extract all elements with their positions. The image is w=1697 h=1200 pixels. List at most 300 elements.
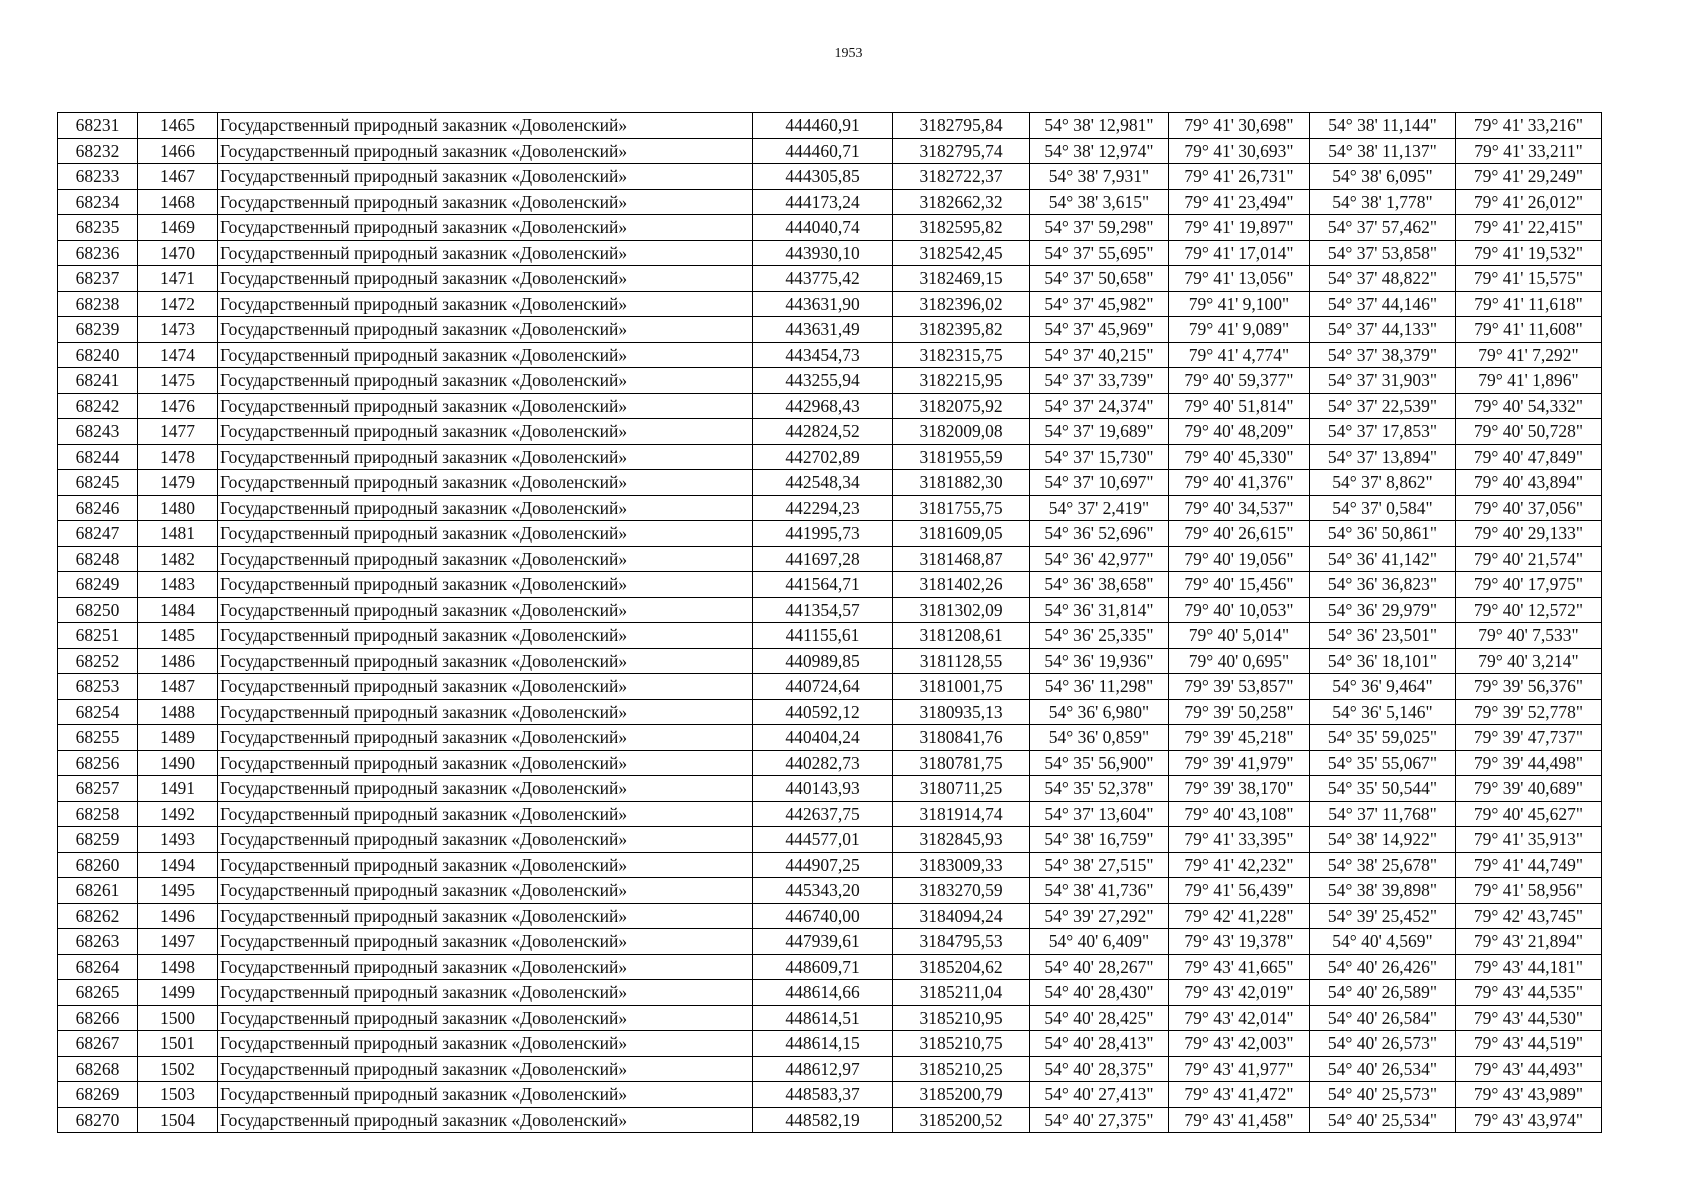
record-id-cell: 68247 <box>58 521 138 547</box>
longitude-1-cell: 79° 41' 13,056" <box>1169 266 1310 292</box>
longitude-1-cell: 79° 40' 19,056" <box>1169 546 1310 572</box>
x-coordinate-cell: 443255,94 <box>753 368 893 394</box>
longitude-1-cell: 79° 40' 5,014" <box>1169 623 1310 649</box>
record-id-cell: 68238 <box>58 291 138 317</box>
record-id-cell: 68265 <box>58 980 138 1006</box>
latitude-1-cell: 54° 38' 12,981" <box>1030 113 1169 139</box>
latitude-1-cell: 54° 37' 59,298" <box>1030 215 1169 241</box>
latitude-2-cell: 54° 40' 26,589" <box>1310 980 1456 1006</box>
longitude-1-cell: 79° 43' 41,458" <box>1169 1107 1310 1133</box>
latitude-1-cell: 54° 38' 7,931" <box>1030 164 1169 190</box>
point-number-cell: 1466 <box>138 138 218 164</box>
longitude-2-cell: 79° 39' 44,498" <box>1456 750 1602 776</box>
longitude-2-cell: 79° 43' 44,519" <box>1456 1031 1602 1057</box>
record-id-cell: 68248 <box>58 546 138 572</box>
longitude-2-cell: 79° 41' 11,618" <box>1456 291 1602 317</box>
object-name-cell: Государственный природный заказник «Доволенский» <box>218 750 753 776</box>
y-coordinate-cell: 3182395,82 <box>893 317 1030 343</box>
table-row <box>58 674 1602 700</box>
latitude-1-cell: 54° 40' 28,430" <box>1030 980 1169 1006</box>
record-id-cell: 68260 <box>58 852 138 878</box>
latitude-2-cell: 54° 38' 11,137" <box>1310 138 1456 164</box>
longitude-1-cell: 79° 41' 9,089" <box>1169 317 1310 343</box>
longitude-1-cell: 79° 43' 41,472" <box>1169 1082 1310 1108</box>
object-name-cell: Государственный природный заказник «Доволенский» <box>218 699 753 725</box>
record-id-cell: 68245 <box>58 470 138 496</box>
table-row <box>58 113 1602 139</box>
latitude-2-cell: 54° 37' 57,462" <box>1310 215 1456 241</box>
x-coordinate-cell: 448614,66 <box>753 980 893 1006</box>
latitude-2-cell: 54° 35' 59,025" <box>1310 725 1456 751</box>
longitude-1-cell: 79° 43' 42,003" <box>1169 1031 1310 1057</box>
table-row <box>58 878 1602 904</box>
object-name-cell: Государственный природный заказник «Доволенский» <box>218 954 753 980</box>
record-id-cell: 68255 <box>58 725 138 751</box>
latitude-2-cell: 54° 40' 26,584" <box>1310 1005 1456 1031</box>
latitude-1-cell: 54° 36' 11,298" <box>1030 674 1169 700</box>
latitude-2-cell: 54° 37' 44,133" <box>1310 317 1456 343</box>
table-row <box>58 903 1602 929</box>
record-id-cell: 68233 <box>58 164 138 190</box>
latitude-2-cell: 54° 36' 9,464" <box>1310 674 1456 700</box>
x-coordinate-cell: 443631,49 <box>753 317 893 343</box>
record-id-cell: 68249 <box>58 572 138 598</box>
latitude-2-cell: 54° 38' 1,778" <box>1310 189 1456 215</box>
longitude-1-cell: 79° 41' 33,395" <box>1169 827 1310 853</box>
table-row <box>58 317 1602 343</box>
point-number-cell: 1471 <box>138 266 218 292</box>
table-row <box>58 929 1602 955</box>
x-coordinate-cell: 444305,85 <box>753 164 893 190</box>
longitude-2-cell: 79° 40' 3,214" <box>1456 648 1602 674</box>
table-row <box>58 546 1602 572</box>
record-id-cell: 68257 <box>58 776 138 802</box>
record-id-cell: 68242 <box>58 393 138 419</box>
point-number-cell: 1476 <box>138 393 218 419</box>
latitude-1-cell: 54° 37' 40,215" <box>1030 342 1169 368</box>
point-number-cell: 1475 <box>138 368 218 394</box>
longitude-2-cell: 79° 43' 43,974" <box>1456 1107 1602 1133</box>
table-row <box>58 801 1602 827</box>
longitude-1-cell: 79° 39' 50,258" <box>1169 699 1310 725</box>
point-number-cell: 1491 <box>138 776 218 802</box>
y-coordinate-cell: 3182215,95 <box>893 368 1030 394</box>
point-number-cell: 1473 <box>138 317 218 343</box>
latitude-1-cell: 54° 37' 13,604" <box>1030 801 1169 827</box>
object-name-cell: Государственный природный заказник «Доволенский» <box>218 852 753 878</box>
y-coordinate-cell: 3180781,75 <box>893 750 1030 776</box>
longitude-2-cell: 79° 39' 56,376" <box>1456 674 1602 700</box>
latitude-2-cell: 54° 37' 38,379" <box>1310 342 1456 368</box>
longitude-2-cell: 79° 43' 44,535" <box>1456 980 1602 1006</box>
table-row <box>58 852 1602 878</box>
latitude-2-cell: 54° 37' 13,894" <box>1310 444 1456 470</box>
y-coordinate-cell: 3182845,93 <box>893 827 1030 853</box>
longitude-2-cell: 79° 41' 19,532" <box>1456 240 1602 266</box>
longitude-2-cell: 79° 42' 43,745" <box>1456 903 1602 929</box>
point-number-cell: 1498 <box>138 954 218 980</box>
y-coordinate-cell: 3180711,25 <box>893 776 1030 802</box>
y-coordinate-cell: 3182662,32 <box>893 189 1030 215</box>
object-name-cell: Государственный природный заказник «Доволенский» <box>218 878 753 904</box>
longitude-1-cell: 79° 41' 26,731" <box>1169 164 1310 190</box>
point-number-cell: 1490 <box>138 750 218 776</box>
point-number-cell: 1493 <box>138 827 218 853</box>
table-row <box>58 495 1602 521</box>
y-coordinate-cell: 3185200,79 <box>893 1082 1030 1108</box>
x-coordinate-cell: 441697,28 <box>753 546 893 572</box>
object-name-cell: Государственный природный заказник «Доволенский» <box>218 470 753 496</box>
longitude-2-cell: 79° 41' 33,216" <box>1456 113 1602 139</box>
table-row <box>58 1056 1602 1082</box>
record-id-cell: 68231 <box>58 113 138 139</box>
y-coordinate-cell: 3185210,25 <box>893 1056 1030 1082</box>
latitude-2-cell: 54° 37' 0,584" <box>1310 495 1456 521</box>
longitude-1-cell: 79° 39' 38,170" <box>1169 776 1310 802</box>
latitude-1-cell: 54° 37' 45,969" <box>1030 317 1169 343</box>
y-coordinate-cell: 3181128,55 <box>893 648 1030 674</box>
object-name-cell: Государственный природный заказник «Доволенский» <box>218 419 753 445</box>
latitude-1-cell: 54° 40' 28,413" <box>1030 1031 1169 1057</box>
latitude-1-cell: 54° 39' 27,292" <box>1030 903 1169 929</box>
y-coordinate-cell: 3182315,75 <box>893 342 1030 368</box>
longitude-2-cell: 79° 40' 29,133" <box>1456 521 1602 547</box>
longitude-1-cell: 79° 41' 17,014" <box>1169 240 1310 266</box>
object-name-cell: Государственный природный заказник «Доволенский» <box>218 776 753 802</box>
latitude-1-cell: 54° 36' 19,936" <box>1030 648 1169 674</box>
x-coordinate-cell: 444460,91 <box>753 113 893 139</box>
x-coordinate-cell: 444460,71 <box>753 138 893 164</box>
table-row <box>58 750 1602 776</box>
latitude-2-cell: 54° 37' 22,539" <box>1310 393 1456 419</box>
longitude-1-cell: 79° 40' 0,695" <box>1169 648 1310 674</box>
x-coordinate-cell: 448612,97 <box>753 1056 893 1082</box>
object-name-cell: Государственный природный заказник «Доволенский» <box>218 827 753 853</box>
longitude-2-cell: 79° 41' 35,913" <box>1456 827 1602 853</box>
longitude-2-cell: 79° 41' 11,608" <box>1456 317 1602 343</box>
point-number-cell: 1488 <box>138 699 218 725</box>
object-name-cell: Государственный природный заказник «Доволенский» <box>218 648 753 674</box>
y-coordinate-cell: 3183270,59 <box>893 878 1030 904</box>
x-coordinate-cell: 444173,24 <box>753 189 893 215</box>
y-coordinate-cell: 3180841,76 <box>893 725 1030 751</box>
latitude-1-cell: 54° 35' 52,378" <box>1030 776 1169 802</box>
x-coordinate-cell: 440404,24 <box>753 725 893 751</box>
longitude-2-cell: 79° 39' 52,778" <box>1456 699 1602 725</box>
latitude-1-cell: 54° 38' 12,974" <box>1030 138 1169 164</box>
longitude-2-cell: 79° 41' 26,012" <box>1456 189 1602 215</box>
latitude-1-cell: 54° 36' 52,696" <box>1030 521 1169 547</box>
latitude-1-cell: 54° 38' 41,736" <box>1030 878 1169 904</box>
record-id-cell: 68264 <box>58 954 138 980</box>
record-id-cell: 68246 <box>58 495 138 521</box>
latitude-2-cell: 54° 37' 8,862" <box>1310 470 1456 496</box>
x-coordinate-cell: 442294,23 <box>753 495 893 521</box>
record-id-cell: 68240 <box>58 342 138 368</box>
latitude-1-cell: 54° 38' 3,615" <box>1030 189 1169 215</box>
longitude-1-cell: 79° 39' 53,857" <box>1169 674 1310 700</box>
table-row <box>58 572 1602 598</box>
object-name-cell: Государственный природный заказник «Доволенский» <box>218 1082 753 1108</box>
latitude-1-cell: 54° 40' 28,425" <box>1030 1005 1169 1031</box>
object-name-cell: Государственный природный заказник «Доволенский» <box>218 444 753 470</box>
x-coordinate-cell: 441564,71 <box>753 572 893 598</box>
latitude-1-cell: 54° 36' 0,859" <box>1030 725 1169 751</box>
point-number-cell: 1503 <box>138 1082 218 1108</box>
latitude-1-cell: 54° 37' 19,689" <box>1030 419 1169 445</box>
longitude-1-cell: 79° 39' 45,218" <box>1169 725 1310 751</box>
record-id-cell: 68259 <box>58 827 138 853</box>
longitude-2-cell: 79° 40' 17,975" <box>1456 572 1602 598</box>
table-row <box>58 623 1602 649</box>
x-coordinate-cell: 444907,25 <box>753 852 893 878</box>
y-coordinate-cell: 3182595,82 <box>893 215 1030 241</box>
record-id-cell: 68234 <box>58 189 138 215</box>
object-name-cell: Государственный природный заказник «Доволенский» <box>218 495 753 521</box>
latitude-1-cell: 54° 37' 2,419" <box>1030 495 1169 521</box>
object-name-cell: Государственный природный заказник «Доволенский» <box>218 572 753 598</box>
point-number-cell: 1497 <box>138 929 218 955</box>
latitude-2-cell: 54° 40' 4,569" <box>1310 929 1456 955</box>
x-coordinate-cell: 443454,73 <box>753 342 893 368</box>
latitude-2-cell: 54° 37' 44,146" <box>1310 291 1456 317</box>
table-row <box>58 1005 1602 1031</box>
point-number-cell: 1478 <box>138 444 218 470</box>
longitude-1-cell: 79° 40' 10,053" <box>1169 597 1310 623</box>
longitude-1-cell: 79° 41' 9,100" <box>1169 291 1310 317</box>
record-id-cell: 68266 <box>58 1005 138 1031</box>
longitude-2-cell: 79° 41' 29,249" <box>1456 164 1602 190</box>
latitude-2-cell: 54° 36' 29,979" <box>1310 597 1456 623</box>
longitude-2-cell: 79° 43' 44,493" <box>1456 1056 1602 1082</box>
record-id-cell: 68243 <box>58 419 138 445</box>
latitude-2-cell: 54° 37' 31,903" <box>1310 368 1456 394</box>
point-number-cell: 1482 <box>138 546 218 572</box>
table-row <box>58 291 1602 317</box>
object-name-cell: Государственный природный заказник «Доволенский» <box>218 521 753 547</box>
x-coordinate-cell: 440989,85 <box>753 648 893 674</box>
object-name-cell: Государственный природный заказник «Доволенский» <box>218 215 753 241</box>
latitude-1-cell: 54° 37' 45,982" <box>1030 291 1169 317</box>
point-number-cell: 1501 <box>138 1031 218 1057</box>
object-name-cell: Государственный природный заказник «Доволенский» <box>218 342 753 368</box>
longitude-2-cell: 79° 43' 44,530" <box>1456 1005 1602 1031</box>
page-number: 1953 <box>834 46 863 61</box>
latitude-2-cell: 54° 37' 17,853" <box>1310 419 1456 445</box>
y-coordinate-cell: 3182075,92 <box>893 393 1030 419</box>
latitude-2-cell: 54° 40' 25,573" <box>1310 1082 1456 1108</box>
longitude-2-cell: 79° 39' 40,689" <box>1456 776 1602 802</box>
record-id-cell: 68258 <box>58 801 138 827</box>
object-name-cell: Государственный природный заказник «Доволенский» <box>218 317 753 343</box>
x-coordinate-cell: 443631,90 <box>753 291 893 317</box>
latitude-1-cell: 54° 37' 10,697" <box>1030 470 1169 496</box>
latitude-1-cell: 54° 40' 28,375" <box>1030 1056 1169 1082</box>
latitude-1-cell: 54° 36' 6,980" <box>1030 699 1169 725</box>
table-row <box>58 725 1602 751</box>
point-number-cell: 1500 <box>138 1005 218 1031</box>
longitude-1-cell: 79° 43' 19,378" <box>1169 929 1310 955</box>
point-number-cell: 1477 <box>138 419 218 445</box>
latitude-1-cell: 54° 38' 16,759" <box>1030 827 1169 853</box>
latitude-2-cell: 54° 40' 26,573" <box>1310 1031 1456 1057</box>
table-row <box>58 1082 1602 1108</box>
point-number-cell: 1479 <box>138 470 218 496</box>
point-number-cell: 1504 <box>138 1107 218 1133</box>
table-row <box>58 266 1602 292</box>
point-number-cell: 1492 <box>138 801 218 827</box>
object-name-cell: Государственный природный заказник «Доволенский» <box>218 597 753 623</box>
y-coordinate-cell: 3182396,02 <box>893 291 1030 317</box>
record-id-cell: 68241 <box>58 368 138 394</box>
y-coordinate-cell: 3181955,59 <box>893 444 1030 470</box>
latitude-2-cell: 54° 38' 25,678" <box>1310 852 1456 878</box>
table-row <box>58 1107 1602 1133</box>
latitude-2-cell: 54° 37' 48,822" <box>1310 266 1456 292</box>
point-number-cell: 1499 <box>138 980 218 1006</box>
longitude-2-cell: 79° 40' 7,533" <box>1456 623 1602 649</box>
y-coordinate-cell: 3182795,84 <box>893 113 1030 139</box>
point-number-cell: 1484 <box>138 597 218 623</box>
table-body <box>58 113 1602 1133</box>
record-id-cell: 68254 <box>58 699 138 725</box>
longitude-2-cell: 79° 39' 47,737" <box>1456 725 1602 751</box>
y-coordinate-cell: 3181402,26 <box>893 572 1030 598</box>
x-coordinate-cell: 448583,37 <box>753 1082 893 1108</box>
table-row <box>58 776 1602 802</box>
longitude-1-cell: 79° 40' 26,615" <box>1169 521 1310 547</box>
longitude-1-cell: 79° 40' 41,376" <box>1169 470 1310 496</box>
longitude-2-cell: 79° 41' 22,415" <box>1456 215 1602 241</box>
longitude-2-cell: 79° 41' 1,896" <box>1456 368 1602 394</box>
object-name-cell: Государственный природный заказник «Доволенский» <box>218 801 753 827</box>
latitude-1-cell: 54° 40' 28,267" <box>1030 954 1169 980</box>
table-row <box>58 980 1602 1006</box>
y-coordinate-cell: 3182795,74 <box>893 138 1030 164</box>
object-name-cell: Государственный природный заказник «Доволенский» <box>218 1031 753 1057</box>
record-id-cell: 68269 <box>58 1082 138 1108</box>
latitude-2-cell: 54° 38' 39,898" <box>1310 878 1456 904</box>
table-row <box>58 470 1602 496</box>
longitude-2-cell: 79° 41' 15,575" <box>1456 266 1602 292</box>
longitude-1-cell: 79° 41' 23,494" <box>1169 189 1310 215</box>
latitude-2-cell: 54° 40' 26,426" <box>1310 954 1456 980</box>
longitude-1-cell: 79° 39' 41,979" <box>1169 750 1310 776</box>
table-row <box>58 138 1602 164</box>
x-coordinate-cell: 448614,15 <box>753 1031 893 1057</box>
longitude-1-cell: 79° 41' 30,698" <box>1169 113 1310 139</box>
x-coordinate-cell: 448614,51 <box>753 1005 893 1031</box>
longitude-2-cell: 79° 40' 50,728" <box>1456 419 1602 445</box>
y-coordinate-cell: 3184795,53 <box>893 929 1030 955</box>
x-coordinate-cell: 443775,42 <box>753 266 893 292</box>
latitude-2-cell: 54° 36' 41,142" <box>1310 546 1456 572</box>
y-coordinate-cell: 3185210,75 <box>893 1031 1030 1057</box>
x-coordinate-cell: 447939,61 <box>753 929 893 955</box>
latitude-2-cell: 54° 35' 50,544" <box>1310 776 1456 802</box>
x-coordinate-cell: 440724,64 <box>753 674 893 700</box>
latitude-1-cell: 54° 36' 38,658" <box>1030 572 1169 598</box>
latitude-1-cell: 54° 35' 56,900" <box>1030 750 1169 776</box>
longitude-2-cell: 79° 43' 21,894" <box>1456 929 1602 955</box>
latitude-1-cell: 54° 38' 27,515" <box>1030 852 1169 878</box>
object-name-cell: Государственный природный заказник «Доволенский» <box>218 1056 753 1082</box>
longitude-2-cell: 79° 40' 43,894" <box>1456 470 1602 496</box>
table-row <box>58 368 1602 394</box>
x-coordinate-cell: 445343,20 <box>753 878 893 904</box>
longitude-1-cell: 79° 40' 45,330" <box>1169 444 1310 470</box>
latitude-1-cell: 54° 37' 15,730" <box>1030 444 1169 470</box>
x-coordinate-cell: 441995,73 <box>753 521 893 547</box>
table-row <box>58 597 1602 623</box>
longitude-1-cell: 79° 42' 41,228" <box>1169 903 1310 929</box>
x-coordinate-cell: 441155,61 <box>753 623 893 649</box>
y-coordinate-cell: 3185200,52 <box>893 1107 1030 1133</box>
longitude-2-cell: 79° 40' 47,849" <box>1456 444 1602 470</box>
object-name-cell: Государственный природный заказник «Доволенский» <box>218 266 753 292</box>
point-number-cell: 1494 <box>138 852 218 878</box>
x-coordinate-cell: 442968,43 <box>753 393 893 419</box>
longitude-1-cell: 79° 40' 51,814" <box>1169 393 1310 419</box>
longitude-2-cell: 79° 43' 44,181" <box>1456 954 1602 980</box>
x-coordinate-cell: 444577,01 <box>753 827 893 853</box>
x-coordinate-cell: 440282,73 <box>753 750 893 776</box>
record-id-cell: 68261 <box>58 878 138 904</box>
longitude-1-cell: 79° 41' 4,774" <box>1169 342 1310 368</box>
longitude-2-cell: 79° 40' 54,332" <box>1456 393 1602 419</box>
y-coordinate-cell: 3181914,74 <box>893 801 1030 827</box>
y-coordinate-cell: 3181468,87 <box>893 546 1030 572</box>
longitude-2-cell: 79° 41' 58,956" <box>1456 878 1602 904</box>
point-number-cell: 1496 <box>138 903 218 929</box>
object-name-cell: Государственный природный заказник «Доволенский» <box>218 393 753 419</box>
record-id-cell: 68263 <box>58 929 138 955</box>
longitude-2-cell: 79° 41' 33,211" <box>1456 138 1602 164</box>
object-name-cell: Государственный природный заказник «Доволенский» <box>218 623 753 649</box>
point-number-cell: 1470 <box>138 240 218 266</box>
latitude-2-cell: 54° 36' 18,101" <box>1310 648 1456 674</box>
y-coordinate-cell: 3185204,62 <box>893 954 1030 980</box>
object-name-cell: Государственный природный заказник «Доволенский» <box>218 546 753 572</box>
longitude-1-cell: 79° 43' 42,014" <box>1169 1005 1310 1031</box>
table-row <box>58 164 1602 190</box>
table-row <box>58 342 1602 368</box>
longitude-1-cell: 79° 43' 42,019" <box>1169 980 1310 1006</box>
table-row <box>58 215 1602 241</box>
latitude-1-cell: 54° 37' 50,658" <box>1030 266 1169 292</box>
record-id-cell: 68250 <box>58 597 138 623</box>
longitude-2-cell: 79° 40' 21,574" <box>1456 546 1602 572</box>
longitude-2-cell: 79° 41' 7,292" <box>1456 342 1602 368</box>
point-number-cell: 1485 <box>138 623 218 649</box>
point-number-cell: 1487 <box>138 674 218 700</box>
table-row <box>58 189 1602 215</box>
latitude-1-cell: 54° 40' 27,375" <box>1030 1107 1169 1133</box>
point-number-cell: 1481 <box>138 521 218 547</box>
record-id-cell: 68270 <box>58 1107 138 1133</box>
latitude-1-cell: 54° 36' 42,977" <box>1030 546 1169 572</box>
record-id-cell: 68235 <box>58 215 138 241</box>
point-number-cell: 1495 <box>138 878 218 904</box>
longitude-1-cell: 79° 41' 56,439" <box>1169 878 1310 904</box>
object-name-cell: Государственный природный заказник «Доволенский» <box>218 138 753 164</box>
longitude-1-cell: 79° 40' 59,377" <box>1169 368 1310 394</box>
record-id-cell: 68239 <box>58 317 138 343</box>
x-coordinate-cell: 441354,57 <box>753 597 893 623</box>
point-number-cell: 1468 <box>138 189 218 215</box>
point-number-cell: 1469 <box>138 215 218 241</box>
y-coordinate-cell: 3185211,04 <box>893 980 1030 1006</box>
